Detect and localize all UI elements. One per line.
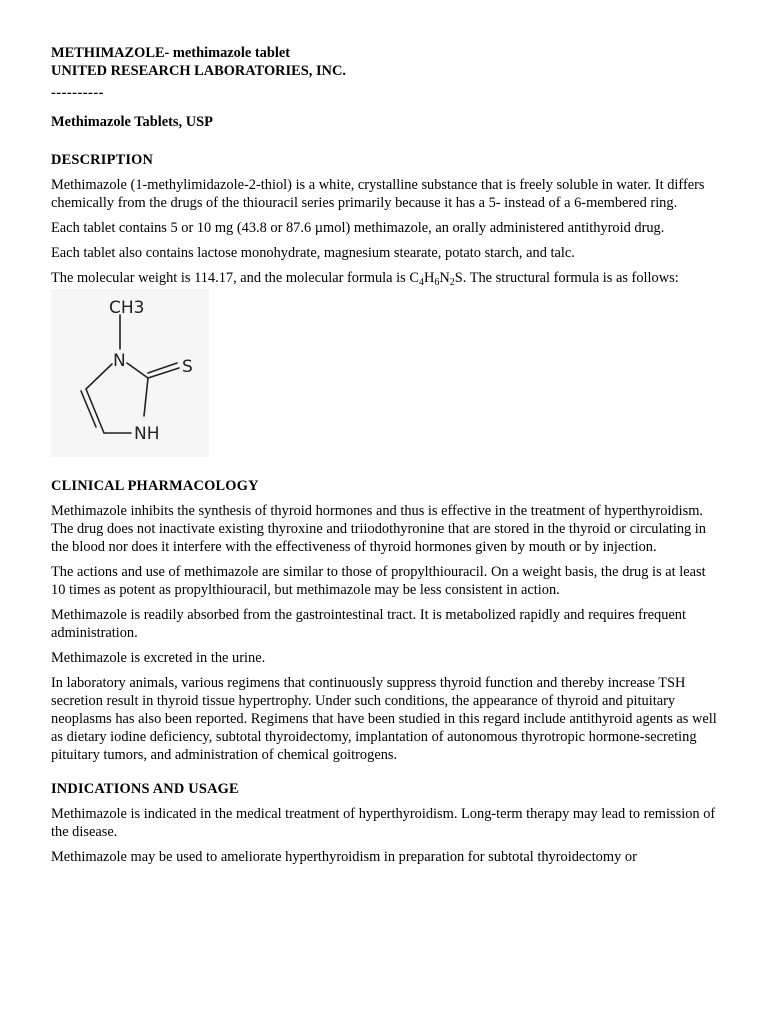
bond-line [148, 363, 177, 373]
bond-line [144, 378, 148, 416]
indications-paragraph: Methimazole may be used to ameliorate hyperthyroidism in preparation for subtotal thyroidectomy or [51, 849, 637, 865]
description-paragraph: Methimazole (1-methylimidazole-2-thiol) is a white, crystalline substance that is freely soluble in water. It differs chemically from the drugs of the thiouracil series primarily because it has a 5- instead of a 6-membered ring. [51, 177, 705, 211]
description-paragraph: Each tablet contains 5 or 10 mg (43.8 or 87.6 µmol) methimazole, an orally administered antithyroid drug. [51, 220, 665, 236]
clinical-pharmacology-paragraph: Methimazole is readily absorbed from the gastrointestinal tract. It is metabolized rapidly and requires frequent administration. [51, 607, 686, 641]
indications-paragraph: Methimazole is indicated in the medical treatment of hyperthyroidism. Long-term therapy may lead to remission of the disease. [51, 806, 716, 840]
clinical-pharmacology-paragraph: In laboratory animals, various regimens that continuously suppress thyroid function and thereby increase TSH secretion result in thyroid tissue hypertrophy. Under such conditions, the appearance of thyroid and pituitary neoplasms has also been reported. Regimens that have been studied in this regard include antithyroid agents as well as dietary iodine deficiency, subtotal thyroidectomy, implantation of autonomous thyrotropic hormone-secreting pituitary tumors, and administration of chemical goitrogens. [51, 675, 717, 763]
bond-line [86, 364, 112, 389]
document-page [51, 44, 721, 866]
description-paragraph: Each tablet also contains lactose monohydrate, magnesium stearate, potato starch, and talc. [51, 245, 575, 261]
indications-heading: INDICATIONS AND USAGE [51, 781, 239, 797]
sulfur-label: S [182, 357, 193, 377]
document-title: METHIMAZOLE- methimazole tablet [51, 45, 291, 61]
company-name: UNITED RESEARCH LABORATORIES, INC. [51, 63, 346, 79]
indications-section [51, 780, 721, 866]
description-section [51, 151, 721, 457]
header-divider: ---------- [51, 85, 104, 101]
clinical-pharmacology-paragraph: Methimazole inhibits the synthesis of thyroid hormones and thus is effective in the treatment of hyperthyroidism. The drug does not inactivate existing thyroxine and triiodothyronine that are stored in the thyroid or circulating in the blood nor does it interfere with the effectiveness of thyroid hormones given by mouth or by injection. [51, 503, 707, 555]
bond-line [127, 363, 148, 378]
clinical-pharmacology-heading: CLINICAL PHARMACOLOGY [51, 478, 259, 494]
product-name: Methimazole Tablets, USP [51, 114, 213, 130]
clinical-pharmacology-paragraph: The actions and use of methimazole are similar to those of propylthiouracil. On a weight basis, the drug is at least 10 times as potent as propylthiouracil, but methimazole may be less consistent in action. [51, 564, 706, 598]
ring-nitrogen-label: N [113, 351, 126, 371]
description-heading: DESCRIPTION [51, 152, 154, 168]
clinical-pharmacology-paragraph: Methimazole is excreted in the urine. [51, 650, 266, 666]
structural-formula-image [51, 289, 209, 457]
bond-line [148, 368, 179, 378]
nh-label: NH [134, 424, 160, 444]
methyl-label: CH3 [109, 298, 145, 318]
clinical-pharmacology-section [51, 477, 721, 764]
molecular-formula-paragraph: The molecular weight is 114.17, and the molecular formula is $C_4H_6N_2S$. The structural formula is as follows: [51, 270, 679, 288]
